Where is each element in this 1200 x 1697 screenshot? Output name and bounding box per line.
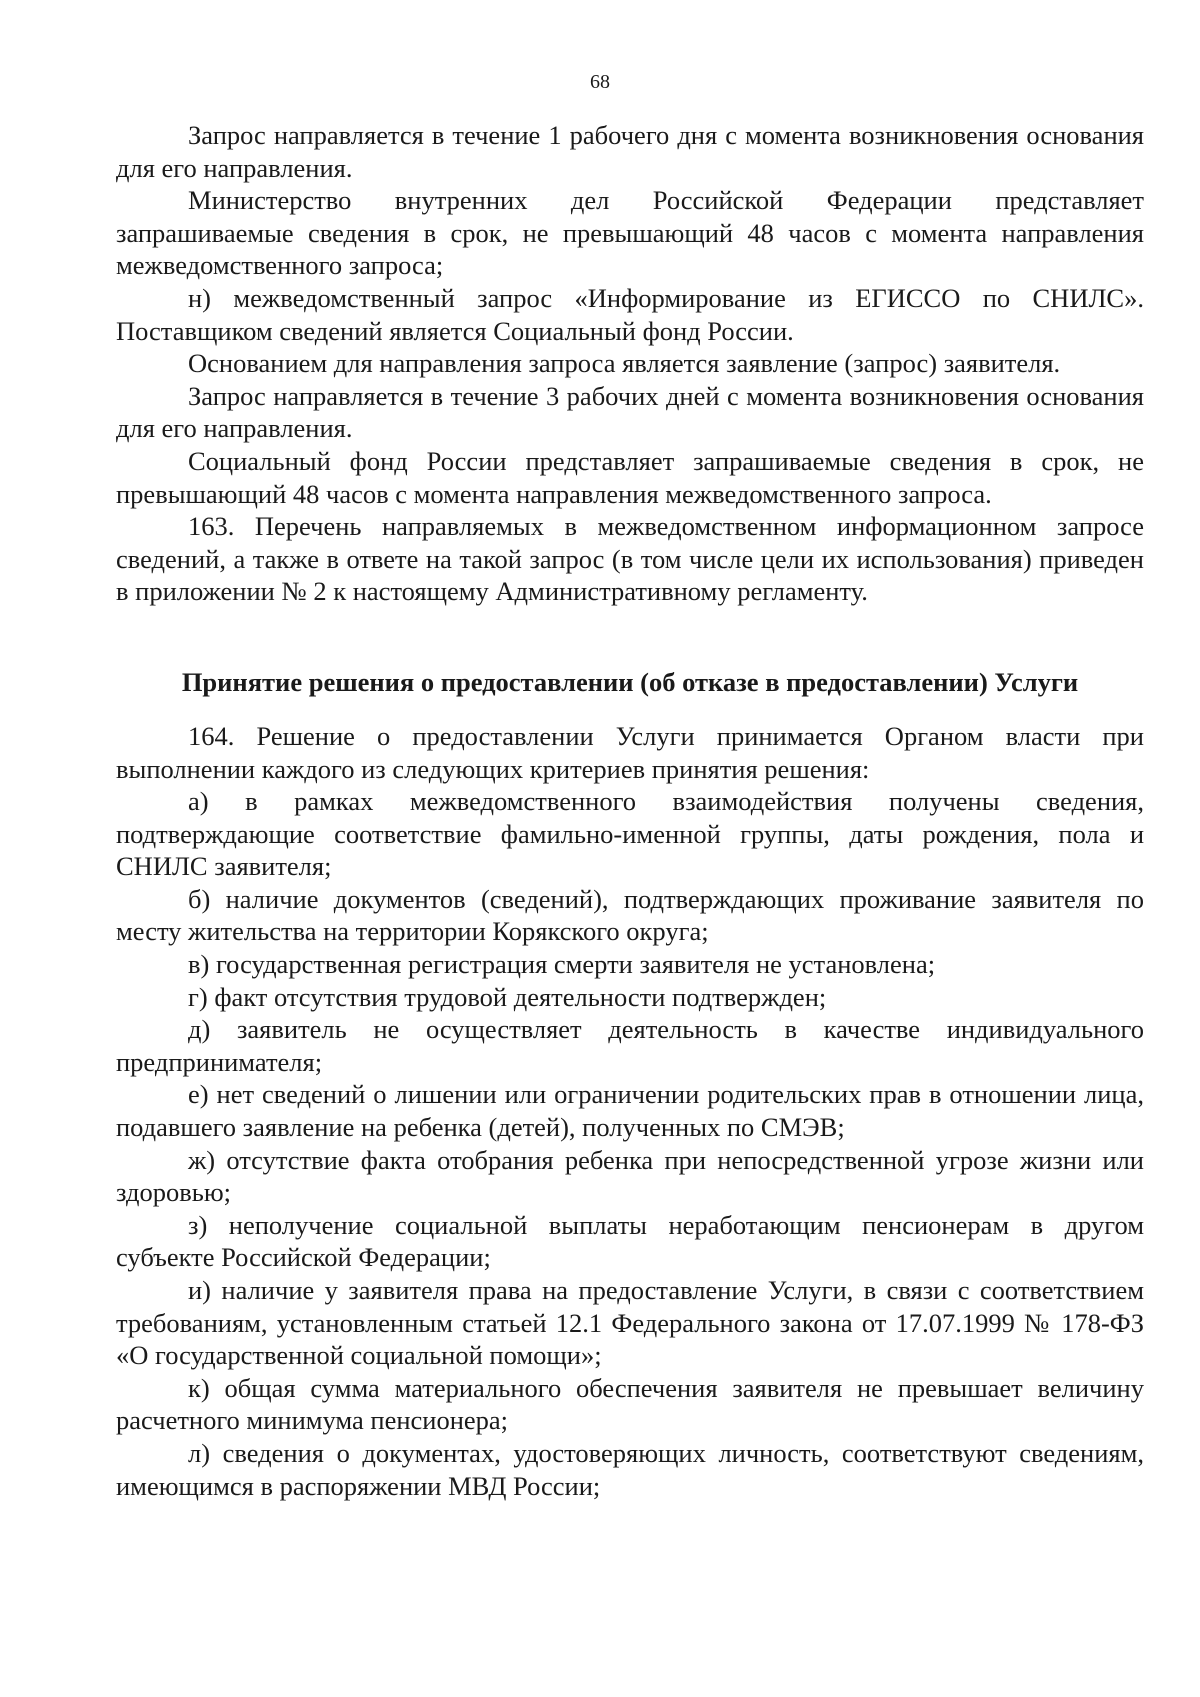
document-body — [116, 119, 1144, 1502]
list-item: а) в рамках межведомственного взаимодействия получены сведения, подтверждающие соответствие фамильно-именной группы, даты рождения, пола и СНИЛС заявителя; — [116, 786, 1144, 882]
list-item: к) общая сумма материального обеспечения заявителя не превышает величину расчетного минимума пенсионера; — [116, 1372, 1144, 1436]
list-item: б) наличие документов (сведений), подтверждающих проживание заявителя по месту жительства на территории Корякского округа; — [116, 883, 1144, 947]
paragraph: Социальный фонд России представляет запрашиваемые сведения в срок, не превышающий 48 часов с момента направления межведомственного запроса. — [116, 445, 1144, 509]
page-number: 68 — [590, 71, 610, 93]
list-item: е) нет сведений о лишении или ограничении родительских прав в отношении лица, подавшего заявление на ребенка (детей), полученных по СМЭВ; — [116, 1079, 1144, 1143]
list-item: ж) отсутствие факта отобрания ребенка при непосредственной угрозе жизни или здоровью; — [116, 1144, 1144, 1208]
list-item: и) наличие у заявителя права на предоставление Услуги, в связи с соответствием требованиям, установленным статьей 12.1 Федерального закона от 17.07.1999 № 178-ФЗ «О государственной социальной помощи»; — [116, 1275, 1144, 1371]
paragraph: Министерство внутренних дел Российской Федерации представляет запрашиваемые сведения в срок, не превышающий 48 часов с момента направления межведомственного запроса; — [116, 185, 1144, 281]
section-heading: Принятие решения о предоставлении (об отказе в предоставлении) Услуги — [181, 666, 1079, 697]
list-item: л) сведения о документах, удостоверяющих личность, соответствуют сведениям, имеющимся в распоряжении МВД России; — [116, 1437, 1144, 1501]
paragraph: 163. Перечень направляемых в межведомственном информационном запросе сведений, а также в ответе на такой запрос (в том числе цели их использования) приведен в приложении № 2 к настоящему Административному регламенту. — [116, 511, 1144, 607]
paragraph: Запрос направляется в течение 3 рабочих дней с момента возникновения основания для его направления. — [116, 380, 1144, 444]
list-item: з) неполучение социальной выплаты неработающим пенсионерам в другом субъекте Российской Федерации; — [116, 1209, 1144, 1273]
paragraph: Основанием для направления запроса является заявление (запрос) заявителя. — [188, 348, 1061, 379]
list-item: д) заявитель не осуществляет деятельность в качестве индивидуального предпринимателя; — [116, 1014, 1144, 1077]
list-item: в) государственная регистрация смерти заявителя не установлена; — [188, 949, 936, 980]
list-item: г) факт отсутствия трудовой деятельности подтвержден; — [188, 981, 827, 1012]
paragraph: н) межведомственный запрос «Информирование из ЕГИССО по СНИЛС». Поставщиком сведений является Социальный фонд России. — [116, 282, 1144, 346]
paragraph: 164. Решение о предоставлении Услуги принимается Органом власти при выполнении каждого из следующих критериев принятия решения: — [116, 720, 1144, 784]
paragraph: Запрос направляется в течение 1 рабочего дня с момента возникновения основания для его направления. — [116, 120, 1144, 183]
